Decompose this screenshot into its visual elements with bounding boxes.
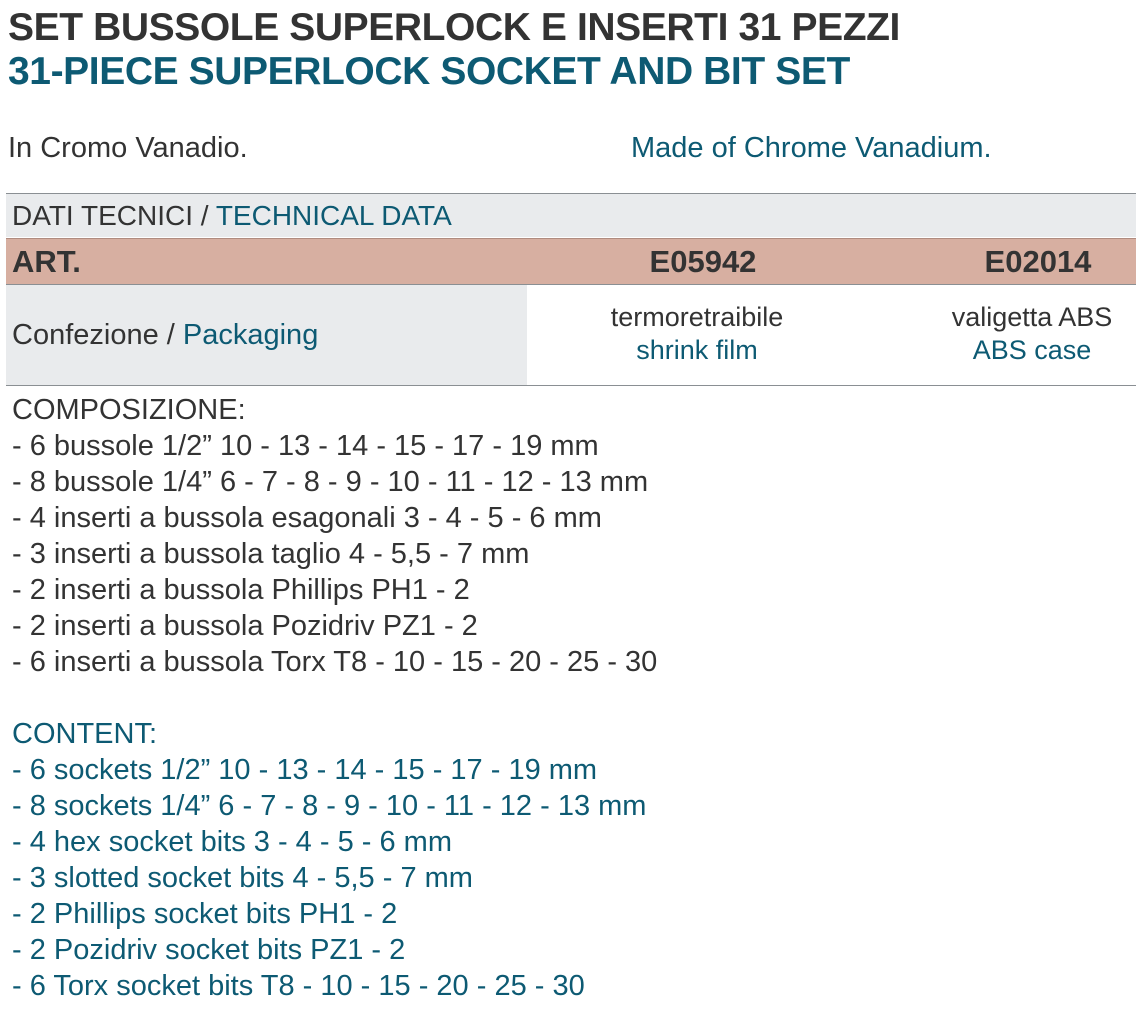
list-item: - 2 inserti a bussola Phillips PH1 - 2 [12, 574, 470, 606]
list-item: - 6 inserti a bussola Torx T8 - 10 - 15 - 20 - 25 - 30 [12, 646, 658, 678]
packaging-value-2-it: valigetta ABS [951, 302, 1113, 332]
packaging-value-1-en: shrink film [636, 335, 758, 365]
article-code-1: E05942 [649, 244, 757, 279]
article-row [6, 238, 1136, 285]
composition-section [12, 392, 1122, 680]
packaging-label [12, 317, 318, 353]
technical-data-title-it: DATI TECNICI / [12, 200, 216, 231]
composition-list [12, 428, 1122, 680]
packaging-value-2 [882, 301, 1136, 367]
list-item: - 8 bussole 1/4” 6 - 7 - 8 - 9 - 10 - 11 - 12 - 13 mm [12, 466, 649, 498]
packaging-value-1-it: termoretraibile [610, 302, 784, 332]
list-item: - 6 Torx socket bits T8 - 10 - 15 - 20 - 25 - 30 [12, 970, 585, 1002]
article-label: ART. [12, 244, 81, 279]
packaging-value-1 [547, 301, 847, 367]
technical-data-header [6, 193, 1136, 237]
technical-data-title-en: TECHNICAL DATA [215, 200, 452, 231]
technical-data-title [12, 199, 452, 233]
packaging-label-en: Packaging [182, 319, 319, 351]
list-item: - 6 sockets 1/2” 10 - 13 - 14 - 15 - 17 - 19 mm [12, 754, 598, 786]
list-item: - 4 hex socket bits 3 - 4 - 5 - 6 mm [12, 826, 452, 858]
list-item: - 3 slotted socket bits 4 - 5,5 - 7 mm [12, 862, 473, 894]
list-item: - 4 inserti a bussola esagonali 3 - 4 - 5 - 6 mm [12, 502, 602, 534]
list-item: - 3 inserti a bussola taglio 4 - 5,5 - 7 mm [12, 538, 530, 570]
article-code-2: E02014 [984, 244, 1092, 279]
packaging-label-it: Confezione / [12, 319, 183, 351]
list-item: - 6 bussole 1/2” 10 - 13 - 14 - 15 - 17 - 19 mm [12, 430, 599, 462]
packaging-label-cell [6, 285, 527, 385]
content-section [12, 716, 1122, 1004]
description-english: Made of Chrome Vanadium. [631, 132, 992, 164]
list-item: - 2 Phillips socket bits PH1 - 2 [12, 898, 398, 930]
content-list [12, 752, 1122, 1004]
packaging-value-2-en: ABS case [972, 335, 1092, 365]
description-italian: In Cromo Vanadio. [8, 132, 248, 164]
composition-title: COMPOSIZIONE: [12, 394, 246, 426]
title-italian: SET BUSSOLE SUPERLOCK E INSERTI 31 PEZZI [8, 6, 900, 49]
content-title: CONTENT: [12, 718, 157, 750]
title-english: 31-PIECE SUPERLOCK SOCKET AND BIT SET [8, 50, 850, 93]
list-item: - 2 inserti a bussola Pozidriv PZ1 - 2 [12, 610, 478, 642]
list-item: - 8 sockets 1/4” 6 - 7 - 8 - 9 - 10 - 11 - 12 - 13 mm [12, 790, 647, 822]
list-item: - 2 Pozidriv socket bits PZ1 - 2 [12, 934, 406, 966]
packaging-row [6, 285, 1136, 386]
